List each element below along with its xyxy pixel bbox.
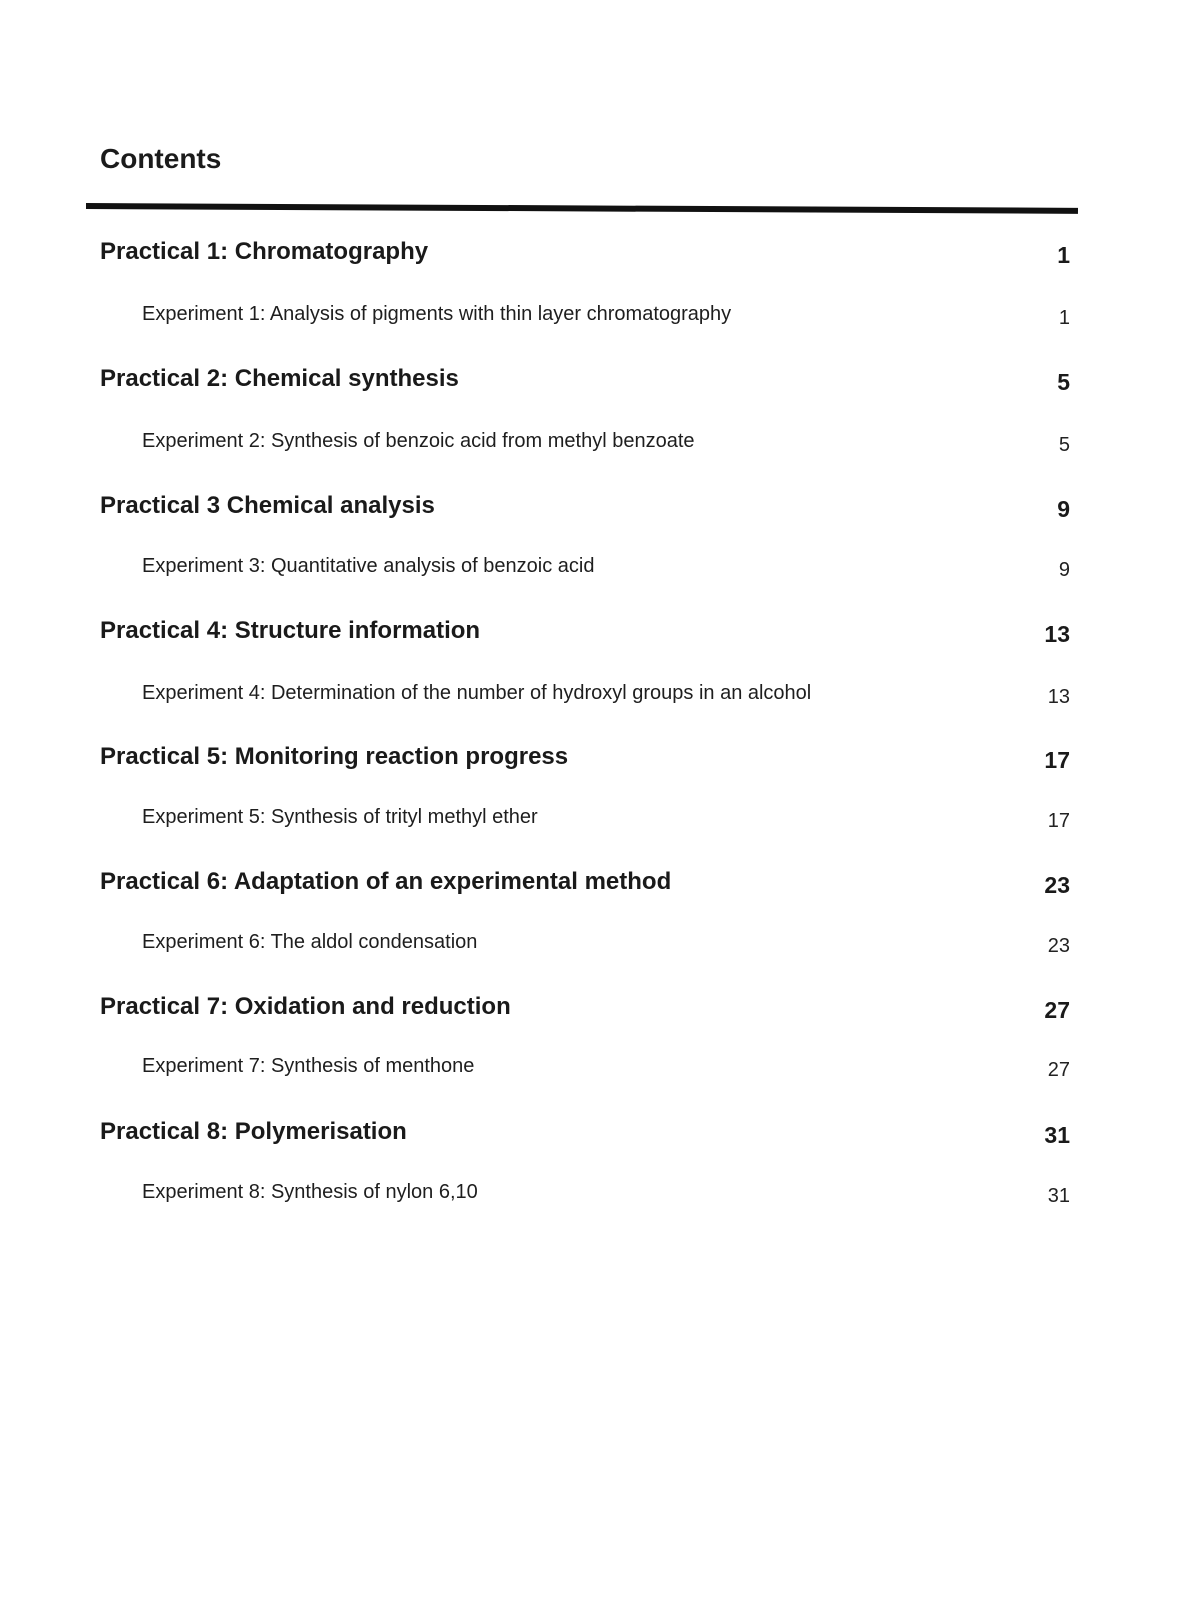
experiment-page-number: 17 <box>1047 810 1070 832</box>
experiment-title: Experiment 7: Synthesis of menthone <box>142 1055 475 1077</box>
practical-title: Practical 1: Chromatography <box>100 238 429 265</box>
experiment-title: Experiment 8: Synthesis of nylon 6,10 <box>142 1181 478 1203</box>
experiment-title: Experiment 6: The aldol condensation <box>142 931 478 953</box>
practical-page-number: 27 <box>1044 997 1070 1023</box>
experiment-page-number: 5 <box>1058 434 1070 456</box>
toc-experiment-6 <box>100 931 1070 971</box>
practical-page-number: 23 <box>1044 872 1070 898</box>
practical-page-number: 17 <box>1044 747 1070 773</box>
practical-title: Practical 4: Structure information <box>100 617 481 644</box>
practical-title: Practical 6: Adaptation of an experimental method <box>100 868 672 895</box>
experiment-title: Experiment 3: Quantitative analysis of benzoic acid <box>142 555 595 577</box>
practical-page-number: 9 <box>1057 496 1070 522</box>
experiment-page-number: 27 <box>1047 1059 1070 1081</box>
experiment-title: Experiment 5: Synthesis of trityl methyl ether <box>142 806 538 828</box>
page-title: Contents <box>100 143 222 174</box>
practical-page-number: 31 <box>1044 1122 1070 1148</box>
toc-experiment-1 <box>100 303 1070 343</box>
practical-page-number: 1 <box>1057 242 1070 268</box>
toc-experiment-5 <box>100 806 1070 846</box>
toc-practical-6 <box>100 868 1070 908</box>
toc-experiment-3 <box>100 555 1070 595</box>
toc-practical-4 <box>100 617 1070 657</box>
toc-practical-8 <box>100 1118 1070 1158</box>
practical-title: Practical 7: Oxidation and reduction <box>100 993 511 1020</box>
practical-page-number: 13 <box>1044 621 1070 647</box>
experiment-title: Experiment 2: Synthesis of benzoic acid from methyl benzoate <box>142 430 695 452</box>
toc-practical-5 <box>100 743 1070 783</box>
title-divider <box>86 203 1078 214</box>
experiment-title: Experiment 1: Analysis of pigments with thin layer chromatography <box>142 303 732 325</box>
toc-practical-3 <box>100 492 1070 532</box>
practical-title: Practical 5: Monitoring reaction progress <box>100 743 569 770</box>
experiment-title: Experiment 4: Determination of the number of hydroxyl groups in an alcohol <box>142 682 812 704</box>
experiment-page-number: 31 <box>1047 1185 1070 1207</box>
toc-experiment-7 <box>100 1055 1070 1095</box>
practical-title: Practical 8: Polymerisation <box>100 1118 407 1145</box>
practical-title: Practical 2: Chemical synthesis <box>100 365 459 392</box>
toc-practical-7 <box>100 993 1070 1033</box>
toc-experiment-8 <box>100 1181 1070 1221</box>
toc-experiment-4 <box>100 682 1070 722</box>
toc-practical-1 <box>100 238 1070 278</box>
experiment-page-number: 1 <box>1058 307 1070 329</box>
toc-experiment-2 <box>100 430 1070 470</box>
practical-page-number: 5 <box>1057 369 1070 395</box>
practical-title: Practical 3 Chemical analysis <box>100 492 435 519</box>
experiment-page-number: 23 <box>1047 935 1070 957</box>
experiment-page-number: 13 <box>1047 686 1070 708</box>
experiment-page-number: 9 <box>1058 559 1070 581</box>
toc-practical-2 <box>100 365 1070 405</box>
